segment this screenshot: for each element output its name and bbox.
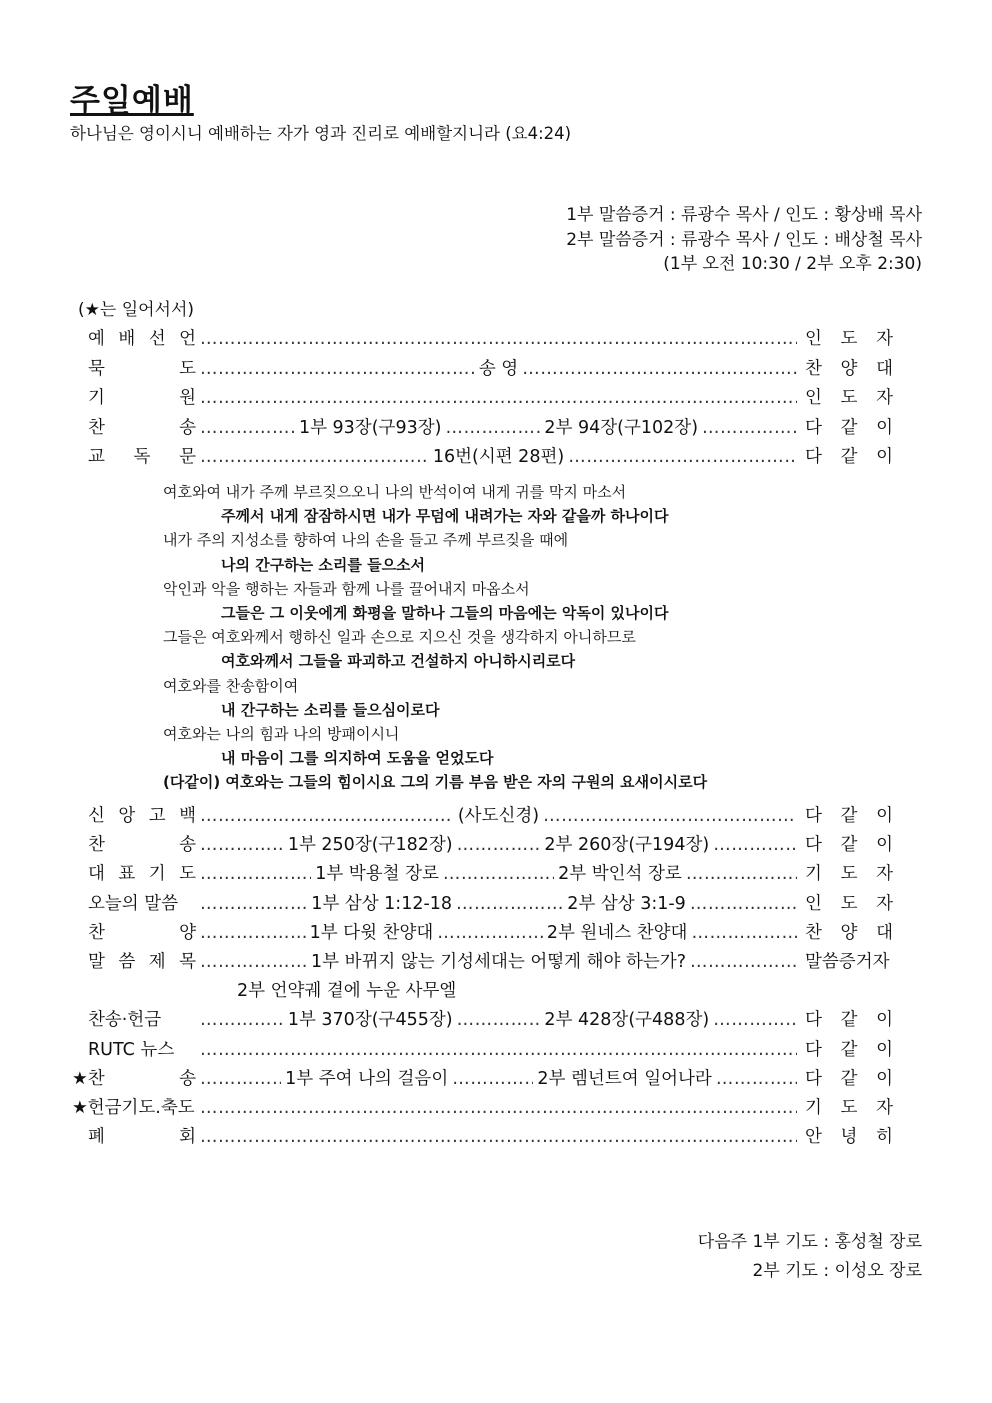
schedule-row [88,1036,893,1065]
responder-char: 기 [805,1098,822,1118]
schedule-row [88,1123,893,1152]
schedule-row [88,325,893,354]
label-char: 송 [179,417,196,438]
schedule-label [88,890,196,919]
schedule-label [88,414,196,443]
reading-line-lead: 여호와여 내가 주께 부르짖으오니 나의 반석이여 내게 귀를 막지 마소서 [163,483,627,501]
label-char: 도 [179,864,196,885]
schedule-responder [805,1094,893,1123]
label-char: 예 [88,329,105,349]
responder-char: 다 [805,1010,822,1031]
responder-char: 같 [840,1068,858,1089]
responder-char: 도 [840,388,858,408]
leader-dots [452,1065,533,1094]
schedule-row [72,1065,893,1094]
responder-char: 찬 [805,922,822,943]
responder-char: 자 [876,388,893,408]
label-char: 찬 [88,417,105,438]
schedule-label [88,355,196,384]
responder-char: 다 [804,1068,822,1089]
responder-char: 대 [876,358,893,379]
leader-dots [200,919,306,948]
leader-dots [443,860,554,889]
reading-line-cong: 내 마음이 그를 의지하여 도움을 얻었도다 [221,749,494,768]
schedule-responder [805,948,893,977]
label-char: 양 [179,922,196,943]
schedule-value: 1부 주여 나의 걸음이 [285,1068,449,1089]
label-char: 선 [148,329,166,349]
label-char: 찬 [88,922,105,943]
responder-char: 이 [876,806,893,826]
label-char: 고 [148,806,166,826]
responder-char: 말씀증거자 [805,952,890,972]
reading-line-lead: 여호와는 나의 힘과 나의 방패이시니 [163,725,400,743]
label-char: 목 [179,952,196,972]
label-char: 송 [179,835,196,856]
leader-dots [200,860,311,889]
schedule-responder [805,325,893,354]
leader-dots [200,1094,797,1123]
responder-char: 인 [805,388,822,408]
responder-char: 찬 [805,358,822,379]
reading-line-cong: 나의 간구하는 소리를 들으소서 [221,555,426,574]
label-char: ★찬 [72,1068,105,1089]
next-week-prayer-1: 다음주 1부 기도 : 홍성철 장로 [697,1232,922,1252]
label-char: 찬 [88,835,105,856]
schedule-value-2: 2부 렘넌트여 일어나라 [537,1068,712,1089]
leader-dots [200,1006,284,1035]
responder-char: 다 [805,835,822,856]
schedule-row [88,919,893,948]
schedule-row [88,355,893,384]
label-char: 표 [118,864,136,885]
leader-dots [200,802,454,831]
schedule-responder [805,919,893,948]
schedule-value: 송 영 [478,358,519,379]
schedule-value-2: 2부 삼상 3:1-9 [567,893,686,914]
responder-char: 같 [840,417,858,438]
responder-char: 다 [805,806,822,826]
responder-char: 다 [804,417,822,438]
service-times: (1부 오전 10:30 / 2부 오후 2:30) [663,254,922,274]
reading-line-cong: 여호와께서 그들을 파괴하고 건설하지 아니하시리로다 [221,652,576,671]
responder-char: 이 [876,1010,893,1031]
label-char: 신 [88,806,105,826]
schedule-row [88,948,893,977]
label-char: 말 [88,952,105,972]
schedule-label [88,831,196,860]
schedule-value: 1부 삼상 1:12-18 [311,893,453,914]
responder-char: 도 [840,329,858,349]
label-char: 독 [133,447,151,467]
responder-char: 이 [876,1068,893,1089]
schedule-value-2: 2부 박인석 장로 [558,864,682,885]
leader-dots [200,355,475,384]
label-char: 오늘의 말씀 [88,893,179,914]
responder-char: 인 [805,893,822,914]
label-char: 폐 [88,1127,105,1148]
leader-dots [713,831,797,860]
leader-dots [200,414,295,443]
label-char: 회 [179,1127,196,1148]
schedule-label [88,325,196,354]
responder-char: 기 [805,864,822,885]
responder-char: 이 [876,447,893,467]
responder-char: 같 [840,835,858,856]
label-char: 대 [88,864,105,885]
leader-dots [690,890,797,919]
reading-line-lead: 여호와를 찬송함이여 [163,676,299,695]
schedule-value: 1부 바뀌지 않는 기성세대는 어떻게 해야 하는가? [311,952,686,972]
schedule-row [88,414,893,443]
responder-char: 녕 [840,1127,858,1148]
leader-dots [690,948,797,977]
leader-dots [200,1036,797,1065]
responder-char: 다 [805,447,822,467]
leader-dots [200,443,429,472]
schedule-value: 16번(시편 28편) [432,447,565,467]
standing-note: (★는 일어서서) [78,300,195,320]
responder-char: 이 [876,835,893,856]
schedule-value: (사도신경) [457,806,540,826]
reading-line-cong: 주께서 내게 잠잠하시면 내가 무덤에 내려가는 자와 같을까 하나이다 [221,507,669,526]
responder-char: 인 [805,329,822,349]
leader-dots [200,1123,797,1152]
responder-char: 자 [876,864,894,885]
leader-dots [200,1065,281,1094]
label-char: 백 [179,806,196,826]
schedule-label [88,1006,196,1035]
label-char: 씀 [118,952,136,972]
responder-char: 이 [876,417,893,438]
responder-char: 히 [876,1127,893,1148]
schedule-row [88,890,893,919]
leader-dots [686,860,797,889]
leader-dots [456,890,563,919]
schedule-responder [805,802,893,831]
schedule-responder [805,414,893,443]
schedule-continuation: 2부 언약궤 곁에 누운 사무엘 [237,981,457,1002]
leader-dots [200,831,284,860]
reading-line-all: (다같이) 여호와는 그들의 힘이시요 그의 기름 부음 받은 자의 구원의 요새이시로다 [163,773,708,792]
schedule-responder [805,355,893,384]
reading-line-cong: 내 간구하는 소리를 들으심이로다 [221,700,440,719]
page-title: 주일예배 [70,83,194,119]
label-char: 도 [179,358,196,379]
reading-line-cong: 그들은 그 이웃에게 화평을 말하나 그들의 마음에는 악독이 있나이다 [221,604,669,622]
leader-dots [522,355,797,384]
responder-char: 같 [840,1010,858,1031]
schedule-label [88,919,196,948]
leader-dots [437,919,543,948]
leader-dots [702,414,797,443]
responder-char: 자 [876,329,893,349]
responder-char: 이 [876,1039,893,1060]
leader-dots [200,890,307,919]
schedule-value: 1부 250장(구182장) [287,835,453,856]
leader-dots [713,1006,797,1035]
schedule-responder [805,1036,893,1065]
schedule-row [88,831,893,860]
responder-char: 양 [840,922,858,943]
leader-dots [691,919,797,948]
schedule-responder [805,890,893,919]
responder-char: 안 [805,1127,822,1148]
schedule-value-2: 2부 94장(구102장) [544,417,699,438]
label-char: 원 [179,388,196,408]
responder-char: 도 [840,1098,858,1118]
responder-char: 다 [805,1039,822,1060]
responder-char: 도 [840,893,858,914]
responder-char: 같 [840,1039,858,1060]
label-char: 문 [179,447,196,467]
schedule-value: 1부 93장(구93장) [298,417,442,438]
label-char: 기 [148,864,166,885]
reading-line-lead: 악인과 악을 행하는 자들과 함께 나를 끌어내지 마옵소서 [163,579,530,598]
leader-dots [568,443,797,472]
schedule-responder [805,1123,893,1152]
leader-dots [200,325,797,354]
schedule-label [72,1065,196,1094]
responder-char: 자 [876,893,894,914]
schedule-value: 1부 370장(구455장) [287,1010,453,1031]
schedule-label [88,948,196,977]
responder-char: 자 [876,1098,893,1118]
schedule-row [88,860,893,889]
schedule-label [88,384,196,413]
preacher-line-1: 1부 말씀증거 : 류광수 목사 / 인도 : 황상배 목사 [566,205,922,225]
label-char: 앙 [118,806,136,826]
schedule-label [88,443,196,472]
schedule-row [88,443,893,472]
responder-char: 같 [840,806,858,826]
schedule-label [88,1123,196,1152]
schedule-row [88,802,893,831]
leader-dots [457,831,541,860]
schedule-row [88,384,893,413]
leader-dots [200,948,307,977]
responder-char: 양 [840,358,858,379]
label-char: 제 [148,952,166,972]
schedule-label [88,1036,196,1065]
schedule-value: 1부 박용철 장로 [315,864,439,885]
label-char: 배 [118,329,136,349]
label-char: 송 [179,1068,196,1089]
leader-dots [543,802,797,831]
label-char: 언 [179,329,196,349]
schedule-row [72,1094,893,1123]
next-week-prayer-2: 2부 기도 : 이성오 장로 [752,1261,922,1281]
responder-char: 같 [840,447,858,467]
label-char: ★헌금기도.축도 [72,1098,195,1118]
schedule-value: 1부 다윗 찬양대 [309,922,434,943]
leader-dots [445,414,540,443]
responder-char: 도 [840,864,858,885]
schedule-responder [805,1065,893,1094]
responder-char: 대 [876,922,893,943]
theme-verse: 하나님은 영이시니 예배하는 자가 영과 진리로 예배할지니라 (요4:24) [70,124,572,143]
schedule-label [88,860,196,889]
schedule-value-2: 2부 428장(구488장) [544,1010,710,1031]
schedule-value-2: 2부 260장(구194장) [544,835,710,856]
label-char: 찬송·헌금 [88,1010,162,1031]
preacher-line-2: 2부 말씀증거 : 류광수 목사 / 인도 : 배상철 목사 [566,230,922,250]
schedule-responder [805,1006,893,1035]
schedule-responder [805,831,893,860]
label-char: 묵 [88,358,105,379]
leader-dots [716,1065,797,1094]
leader-dots [457,1006,541,1035]
leader-dots [200,384,797,413]
schedule-label [88,802,196,831]
label-char: 기 [88,388,105,408]
schedule-responder [805,860,893,889]
schedule-responder [805,443,893,472]
schedule-label [72,1094,196,1123]
schedule-row [88,1006,893,1035]
schedule-value-2: 2부 원네스 찬양대 [546,922,688,943]
reading-line-lead: 내가 주의 지성소를 향하여 나의 손을 들고 주께 부르짖을 때에 [163,531,569,550]
label-char: 교 [88,447,105,467]
reading-line-lead: 그들은 여호와께서 행하신 일과 손으로 지으신 것을 생각하지 아니하므로 [163,628,636,647]
label-char: RUTC 뉴스 [88,1039,175,1060]
schedule-responder [805,384,893,413]
